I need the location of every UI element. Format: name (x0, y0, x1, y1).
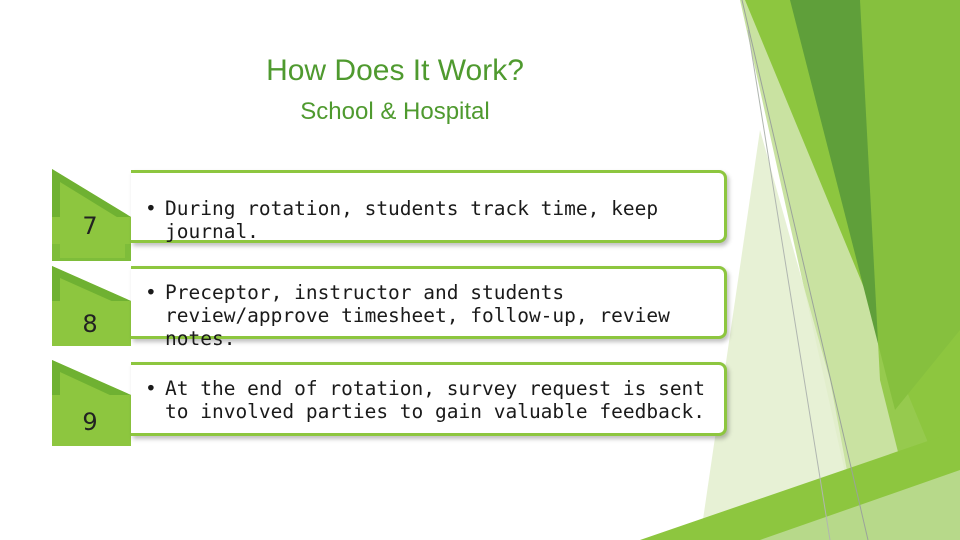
slide-title: How Does It Work? (266, 54, 524, 87)
step-text-9: At the end of rotation, survey request is sent to involved parties to gain valuable feedback. (165, 377, 706, 423)
bullet-glyph: • (145, 197, 157, 220)
step-text-8: Preceptor, instructor and students review/approve timesheet, follow-up, review notes. (165, 281, 670, 350)
bullet-glyph: • (145, 281, 157, 304)
step-number-7: 7 (82, 212, 98, 240)
bullet-glyph: • (145, 377, 157, 400)
slide-subtitle: School & Hospital (300, 98, 490, 125)
step-box-8 (131, 266, 727, 350)
step-box-7 (131, 170, 727, 243)
step-box-9 (131, 362, 727, 436)
step-number-8: 8 (82, 310, 98, 338)
step-number-9: 9 (82, 408, 98, 436)
step-text-7: During rotation, students track time, keep journal. (165, 197, 659, 243)
